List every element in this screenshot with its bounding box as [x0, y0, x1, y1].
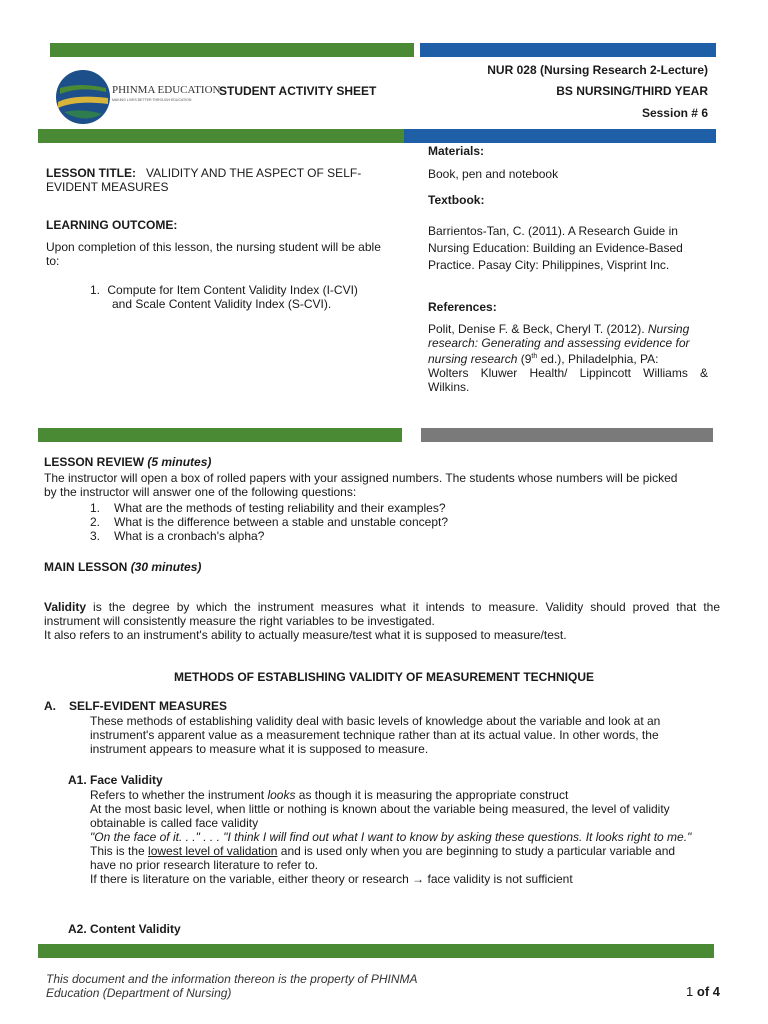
validity-term: Validity [44, 600, 87, 614]
outcome-item-number: 1. [90, 283, 101, 297]
main-lesson-heading [44, 560, 201, 574]
page-total: of 4 [696, 984, 720, 999]
section-divider-green-bar [38, 428, 402, 442]
footer-line1: This document and the information thereon is the property of PHINMA [46, 972, 418, 986]
face-validity-line1b: looks [267, 788, 296, 802]
phinma-logo [54, 68, 221, 126]
reference-line1: Polit, Denise F. & Beck, Cheryl T. (2012). [428, 322, 645, 336]
header-bottom-green-bar [38, 129, 404, 143]
validity-line3: It also refers to an instrument's ability to actually measure/test what it is supposed to measure/test. [44, 628, 567, 642]
header-top-green-bar [50, 43, 414, 57]
methods-heading: METHODS OF ESTABLISHING VALIDITY OF MEASUREMENT TECHNIQUE [173, 670, 594, 684]
review-question [90, 529, 690, 543]
validity-definition [44, 600, 720, 642]
face-validity-line5c: and is used only when you are beginning to study a particular variable and [280, 844, 676, 858]
phinma-logo-icon [54, 68, 112, 126]
textbook-citation [428, 223, 708, 274]
main-lesson-time: (30 minutes) [130, 560, 202, 574]
face-validity-line2: At the most basic level, when little or nothing is known about the variable being measured, the level of validity [90, 802, 670, 816]
learning-outcome-intro [46, 240, 406, 268]
section-divider-gray-bar [421, 428, 713, 442]
section-a-heading [44, 699, 227, 713]
textbook-line2: Nursing Education: Building an Evidence-Based [428, 241, 683, 255]
outcome-item [90, 283, 390, 311]
reference-line2: research: Generating and assessing evidence for [428, 336, 690, 350]
lesson-title-line2: EVIDENT MEASURES [46, 180, 169, 194]
content-validity-heading: A2. Content Validity [68, 922, 181, 936]
outcome-intro-line2: to: [46, 254, 60, 268]
page-current: 1 [686, 984, 694, 999]
face-validity-line5b: lowest level of validation [148, 844, 278, 858]
outcome-intro-line1: Upon completion of this lesson, the nursing student will be able [46, 240, 381, 254]
validity-line1: is the degree by which the instrument measures what it intends to measure. Validity should proved that the [93, 600, 720, 614]
lesson-review-text [44, 471, 734, 499]
face-validity-line1c: as though it is measuring the appropriate construct [298, 788, 569, 802]
lesson-review-label: LESSON REVIEW [44, 455, 145, 469]
footer-green-bar [38, 944, 714, 958]
footer-ownership-note [46, 972, 418, 1000]
reference-line5: Wilkins. [428, 380, 470, 394]
header-top-blue-bar [420, 43, 716, 57]
reference-line3-italic: nursing research [428, 352, 518, 366]
review-question-text: What is the difference between a stable and unstable concept? [114, 515, 449, 529]
review-question [90, 501, 690, 515]
reference-line3-edition: (9 [520, 352, 532, 366]
face-validity-quote: "On the face of it. . ." . . . "I think I will find out what I want to know by asking these questions. It looks right to me." [90, 830, 692, 844]
face-validity-line7: If there is literature on the variable, either theory or research → face validity is not sufficient [90, 872, 573, 886]
reference-line3-sup: th [531, 353, 538, 360]
review-question-number: 1. [90, 501, 101, 515]
section-a-line1: These methods of establishing validity deal with basic levels of knowledge about the variable and look at an [90, 714, 661, 728]
face-validity-line5a: This is the [90, 844, 145, 858]
reference-citation [428, 322, 708, 394]
logo-subtext: MAKING LIVES BETTER THROUGH EDUCATION [112, 98, 192, 102]
lesson-title-label: LESSON TITLE: [46, 166, 136, 180]
review-question-text: What is a cronbach's alpha? [114, 529, 265, 543]
section-a-text [90, 714, 720, 756]
reference-line1-italic: Nursing [647, 322, 690, 336]
face-validity-line1a: Refers to whether the instrument [90, 788, 265, 802]
materials-heading: Materials: [428, 144, 485, 158]
section-a-letter: A. [44, 699, 56, 713]
face-validity-text [90, 788, 730, 886]
textbook-line1: Barrientos-Tan, C. (2011). A Research Guide in [428, 224, 678, 238]
textbook-heading: Textbook: [428, 193, 485, 207]
section-a-line2: instrument's apparent value as a measurement technique rather than at its actual value. In other words, the [90, 728, 659, 742]
learning-outcome-heading: LEARNING OUTCOME: [46, 218, 178, 232]
review-question [90, 515, 690, 529]
review-question-text: What are the methods of testing reliability and their examples? [114, 501, 446, 515]
section-a-line3: instrument appears to measure what it is supposed to measure. [90, 742, 429, 756]
lesson-review-time: (5 minutes) [147, 455, 212, 469]
lesson-title [46, 166, 406, 194]
validity-line2: instrument will consistently measure the right variables to be investigated. [44, 614, 435, 628]
review-question-number: 2. [90, 515, 101, 529]
face-validity-line6: have no prior research literature to refer to. [90, 858, 319, 872]
footer-line2: Education (Department of Nursing) [46, 986, 232, 1000]
review-questions [90, 501, 690, 543]
session-number: Session # 6 [641, 106, 708, 120]
lesson-review-line2: by the instructor will answer one of the following questions: [44, 485, 357, 499]
face-validity-line3: obtainable is called face validity [90, 816, 259, 830]
face-validity-heading: A1. Face Validity [68, 773, 163, 787]
materials-text: Book, pen and notebook [428, 167, 559, 181]
lesson-title-line1: VALIDITY AND THE ASPECT OF SELF- [146, 166, 362, 180]
main-lesson-label: MAIN LESSON [44, 560, 128, 574]
outcome-item-line2: and Scale Content Validity Index (S-CVI). [112, 297, 332, 311]
header-bottom-blue-bar [404, 129, 716, 143]
reference-line3-rest: ed.), Philadelphia, PA: [540, 352, 659, 366]
course-code: NUR 028 (Nursing Research 2-Lecture) [487, 63, 708, 77]
lesson-review-heading [44, 455, 211, 469]
logo-text: PHINMA EDUCATION [112, 84, 221, 96]
lesson-review-line1: The instructor will open a box of rolled papers with your assigned numbers. The students whose numbers will be picked [44, 471, 678, 485]
page-number [686, 984, 720, 999]
outcome-item-line1: Compute for Item Content Validity Index (I-CVI) [107, 283, 358, 297]
sheet-title: STUDENT ACTIVITY SHEET [219, 84, 377, 98]
section-a-title: SELF-EVIDENT MEASURES [69, 699, 228, 713]
reference-line4: Wolters Kluwer Health/ Lippincott Williams & [428, 366, 708, 380]
textbook-line3: Practice. Pasay City: Philippines, Visprint Inc. [428, 258, 670, 272]
references-heading: References: [428, 300, 497, 314]
review-question-number: 3. [90, 529, 101, 543]
program-year: BS NURSING/THIRD YEAR [556, 84, 708, 98]
